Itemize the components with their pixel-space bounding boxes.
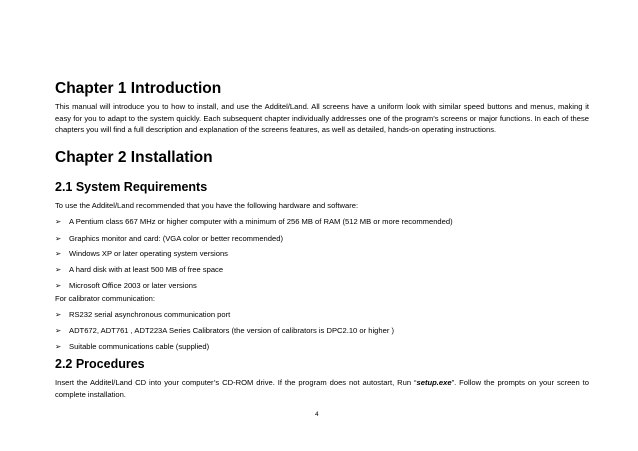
arrow-bullet-icon: ➢: [55, 249, 62, 258]
procedures-paragraph: [55, 377, 589, 400]
list-item-text: ADT672, ADT761 , ADT223A Series Calibrators (the version of calibrators is DPC2.10 or higher ): [69, 326, 394, 335]
list-item: [55, 233, 283, 245]
arrow-bullet-icon: ➢: [55, 310, 62, 319]
list-item: [55, 309, 230, 321]
list-item: [55, 325, 394, 337]
list-item-text: Graphics monitor and card: (VGA color or better recommended): [69, 234, 283, 243]
arrow-bullet-icon: ➢: [55, 217, 62, 226]
setup-command: setup.exe: [416, 378, 452, 387]
list-item-text: A hard disk with at least 500 MB of free space: [69, 265, 224, 274]
chapter2-heading: Chapter 2 Installation: [55, 149, 213, 166]
calibrator-label: For calibrator communication:: [55, 294, 156, 303]
list-item-text: A Pentium class 667 MHz or higher computer with a minimum of 256 MB of RAM (512 MB or more recommended): [69, 217, 453, 226]
page-number: 4: [315, 411, 319, 418]
arrow-bullet-icon: ➢: [55, 342, 62, 351]
list-item: [55, 248, 228, 260]
arrow-bullet-icon: ➢: [55, 265, 62, 274]
list-item: [55, 341, 209, 353]
list-item: [55, 216, 453, 228]
arrow-bullet-icon: ➢: [55, 326, 62, 335]
requirements-intro: To use the Additel/Land recommended that you have the following hardware and software:: [55, 201, 359, 210]
procedures-text-before: Insert the Additel/Land CD into your computer’s CD-ROM drive. If the program does not autostart, Run “: [55, 378, 417, 387]
section-2-1-heading: 2.1 System Requirements: [55, 180, 208, 194]
procedures-text-after: ”. Follow the prompts on your screen to complete installation.: [55, 378, 589, 399]
list-item-text: Windows XP or later operating system versions: [69, 249, 228, 258]
list-item: [55, 280, 197, 292]
arrow-bullet-icon: ➢: [55, 281, 62, 290]
chapter1-heading: Chapter 1 Introduction: [55, 80, 222, 97]
list-item-text: RS232 serial asynchronous communication port: [69, 310, 231, 319]
chapter1-paragraph: This manual will introduce you to how to install, and use the Additel/Land. All screens have a uniform look with similar speed buttons and menus, making it easy for you to adapt to the system quickly. Each subsequent chapter individually addresses one of the program’s screens or major functions. In each of these chapters you will find a full description and explanation of the screens features, as well as detailed, hands-on operating instructions.: [55, 102, 589, 134]
list-item-text: Microsoft Office 2003 or later versions: [69, 281, 197, 290]
list-item: [55, 264, 223, 276]
section-2-2-heading: 2.2 Procedures: [55, 357, 145, 371]
list-item-text: Suitable communications cable (supplied): [69, 342, 210, 351]
arrow-bullet-icon: ➢: [55, 234, 62, 243]
